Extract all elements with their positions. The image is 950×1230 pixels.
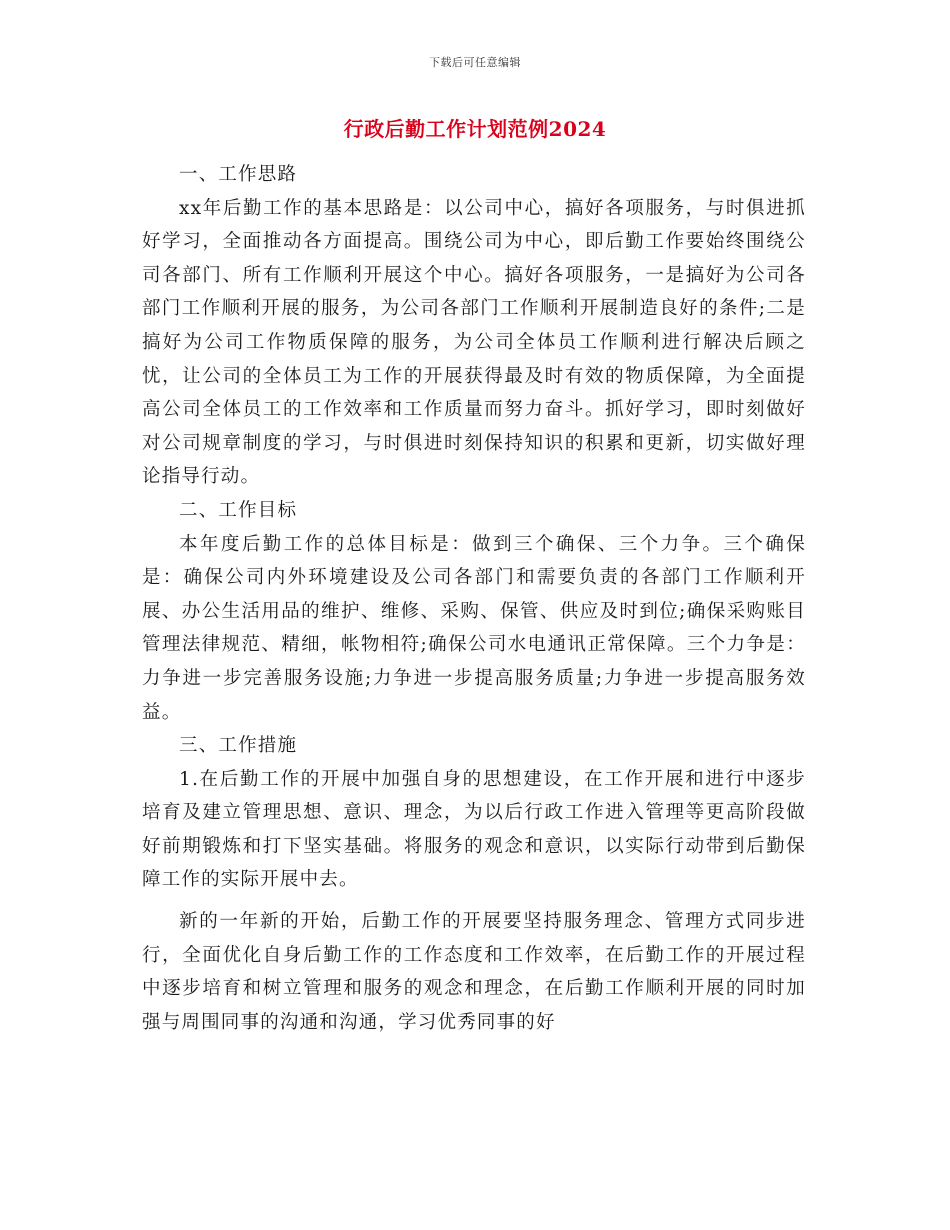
- section-heading-work-ideas: 一、工作思路: [179, 164, 298, 185]
- paragraph-new-year: 新的一年新的开始，后勤工作的开展要坚持服务理念、管理方式同步进行，全面优化自身后勤工作的工作态度和工作效率，在后勤工作的开展过程中逐步培育和树立管理和服务的观念和理念，在后勤工作顺利开展的同时加强与周围同事的沟通和沟通，学习优秀同事的好: [142, 911, 806, 1033]
- paragraph-work-ideas: xx年后勤工作的基本思路是：以公司中心，搞好各项服务，与时俱进抓好学习，全面推动各方面提高。围绕公司为中心，即后勤工作要始终围绕公司各部门、所有工作顺利开展这个中心。搞好各项服务，一是搞好为公司各部门工作顺利开展的服务，为公司各部门工作顺利开展制造良好的条件;二是搞好为公司工作物质保障的服务，为公司全体员工作顺利进行解决后顾之忧，让公司的全体员工为工作的开展获得最及时有效的物质保障，为全面提高公司全体员工的工作效率和工作质量而努力奋斗。抓好学习，即时刻做好对公司规章制度的学习，与时俱进时刻保持知识的积累和更新，切实做好理论指导行动。: [142, 197, 806, 488]
- header-note: 下载后可任意编辑: [429, 56, 521, 69]
- document-body: [142, 158, 806, 1039]
- section-heading-work-measures: 三、工作措施: [179, 735, 298, 757]
- paragraph-work-goals: 本年度后勤工作的总体目标是：做到三个确保、三个力争。三个确保是：确保公司内外环境建设及公司各部门和需要负责的各部门工作顺利开展、办公生活用品的维护、维修、采购、保管、供应及时到位;确保采购账目管理法律规范、精细，帐物相符;确保公司水电通讯正常保障。三个力争是：力争进一步完善服务设施;力争进一步提高服务质量;力争进一步提高服务效益。: [142, 533, 806, 723]
- paragraph-measure-1: 1.在后勤工作的开展中加强自身的思想建设，在工作开展和进行中逐步培育及建立管理思想、意识、理念，为以后行政工作进入管理等更高阶段做好前期锻炼和打下坚实基础。将服务的观念和意识，以实际行动带到后勤保障工作的实际开展中去。: [142, 768, 806, 891]
- document-title: 行政后勤工作计划范例2024: [343, 117, 607, 141]
- section-heading-work-goals: 二、工作目标: [179, 499, 298, 521]
